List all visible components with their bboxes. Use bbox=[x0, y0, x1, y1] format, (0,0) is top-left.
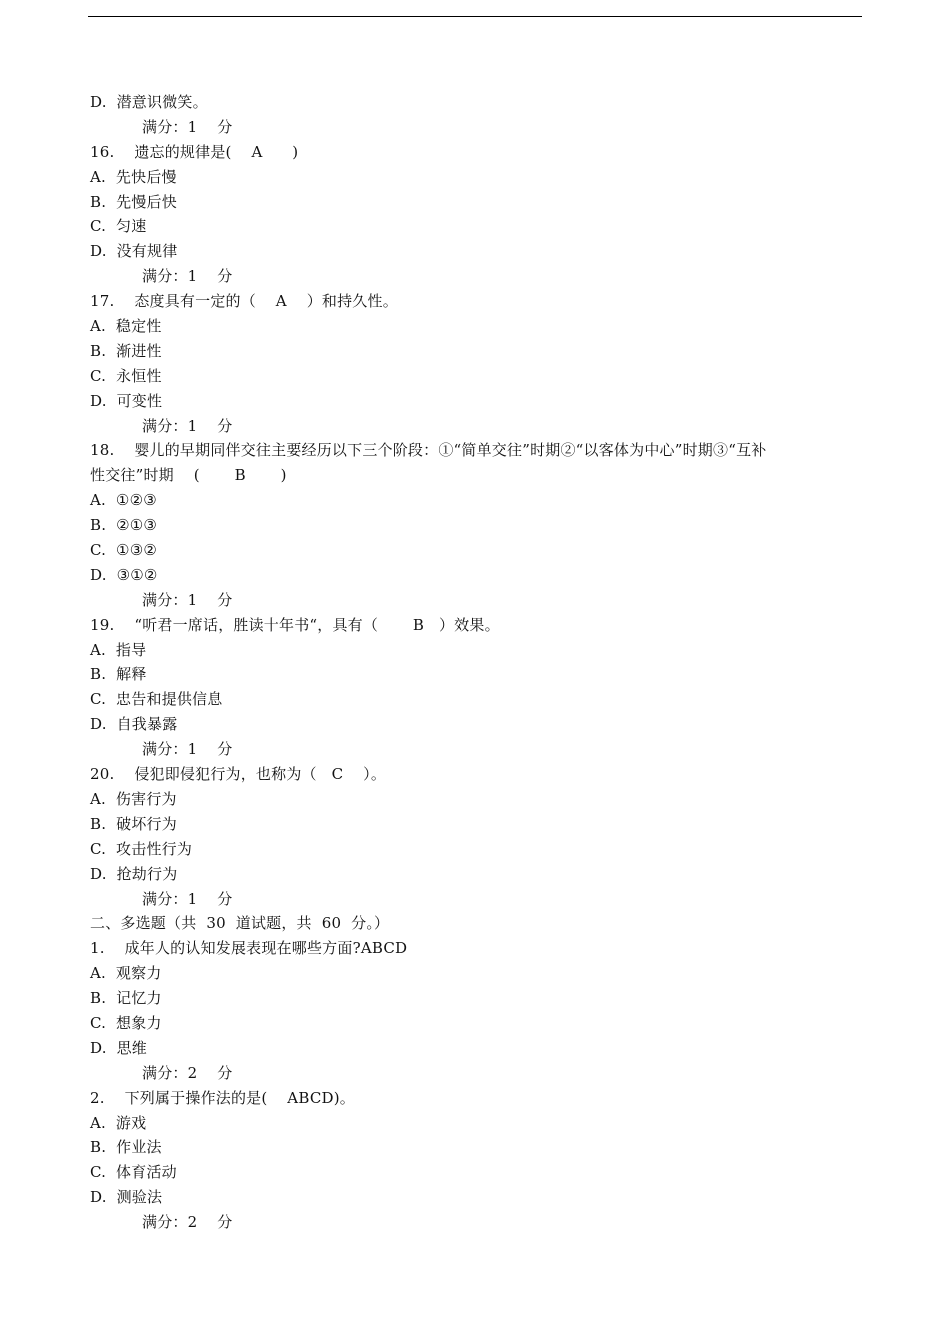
option-line: B. 作业法 bbox=[90, 1138, 162, 1157]
option-line: A. 先快后慢 bbox=[90, 167, 177, 186]
option-line: C. 体育活动 bbox=[90, 1163, 177, 1182]
option-line: C. 匀速 bbox=[90, 217, 147, 236]
section-heading: 二、多选题（共 30 道试题，共 60 分。） bbox=[90, 914, 390, 933]
option-line: D. 思维 bbox=[90, 1038, 147, 1057]
question-line: 1. 成年人的认知发展表现在哪些方面?ABCD bbox=[90, 939, 408, 958]
option-line: D. 可变性 bbox=[90, 391, 163, 410]
question-line: 17. 态度具有一定的（ A ）和持久性。 bbox=[90, 292, 398, 311]
option-line: C. 攻击性行为 bbox=[90, 839, 193, 858]
score-line: 满分：1 分 bbox=[142, 416, 233, 435]
option-line: A. ①②③ bbox=[90, 491, 157, 510]
question-line-continued: 性交往”时期 ( B ) bbox=[90, 466, 287, 485]
score-line: 满分：1 分 bbox=[142, 267, 233, 286]
option-line: B. 解释 bbox=[90, 665, 147, 684]
option-line: A. 观察力 bbox=[90, 964, 162, 983]
exam-document-body bbox=[90, 90, 870, 1235]
score-line: 满分：1 分 bbox=[142, 590, 233, 609]
question-line: 18. 婴儿的早期同伴交往主要经历以下三个阶段：①“简单交往”时期②“以客体为中心”时期③“互补 bbox=[90, 441, 767, 460]
option-line: B. ②①③ bbox=[90, 516, 158, 535]
option-line: A. 稳定性 bbox=[90, 317, 162, 336]
option-line: C. 想象力 bbox=[90, 1013, 162, 1032]
option-line: D. 测验法 bbox=[90, 1188, 163, 1207]
option-line: D. 没有规律 bbox=[90, 242, 178, 261]
option-line: C. ①③② bbox=[90, 541, 157, 560]
question-line: 16. 遗忘的规律是( A ) bbox=[90, 142, 299, 161]
score-line: 满分：2 分 bbox=[142, 1063, 233, 1082]
question-line: 19. “听君一席话，胜读十年书“，具有（ B ）效果。 bbox=[90, 615, 500, 634]
score-line: 满分：1 分 bbox=[142, 117, 233, 136]
option-line: C. 忠告和提供信息 bbox=[90, 690, 223, 709]
option-line: A. 伤害行为 bbox=[90, 789, 177, 808]
option-line: D. ③①② bbox=[90, 565, 158, 584]
header-rule bbox=[88, 16, 862, 17]
question-line: 2. 下列属于操作法的是( ABCD)。 bbox=[90, 1088, 355, 1107]
score-line: 满分：1 分 bbox=[142, 889, 233, 908]
question-line: 20. 侵犯即侵犯行为，也称为（ C ）。 bbox=[90, 765, 387, 784]
option-line: D. 潜意识微笑。 bbox=[90, 93, 208, 111]
option-line: C. 永恒性 bbox=[90, 366, 162, 385]
option-line: A. 指导 bbox=[90, 640, 147, 659]
score-line: 满分：1 分 bbox=[142, 740, 233, 759]
option-line: B. 记忆力 bbox=[90, 989, 162, 1008]
option-line: D. 抢劫行为 bbox=[90, 864, 178, 883]
score-line: 满分：2 分 bbox=[142, 1213, 233, 1232]
option-line: A. 游戏 bbox=[90, 1113, 147, 1132]
option-line: B. 渐进性 bbox=[90, 341, 162, 360]
option-line: D. 自我暴露 bbox=[90, 715, 178, 734]
option-line: B. 先慢后快 bbox=[90, 192, 177, 211]
option-line: B. 破坏行为 bbox=[90, 814, 177, 833]
